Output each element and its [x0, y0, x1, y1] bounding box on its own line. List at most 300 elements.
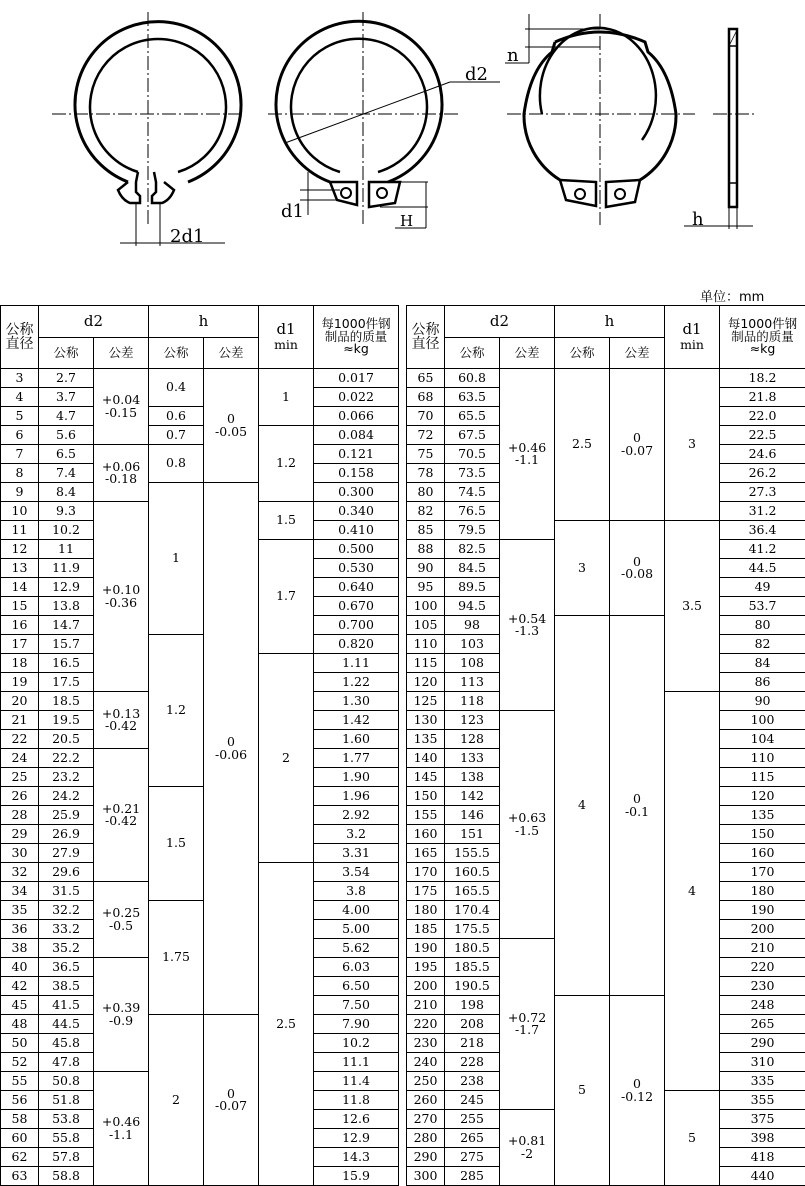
cell-mass: 3.8 — [314, 882, 399, 901]
cell-mass: 100 — [720, 711, 805, 730]
cell-nominal-diameter: 145 — [407, 768, 445, 787]
cell-d2-tolerance — [94, 958, 149, 1072]
cell-mass: 11.8 — [314, 1091, 399, 1110]
tolerance-lower: -0.36 — [104, 594, 138, 610]
cell-mass: 0.530 — [314, 559, 399, 578]
cell-nominal-diameter: 38 — [1, 939, 39, 958]
table-row — [1, 787, 399, 806]
cell-nominal-diameter: 70 — [407, 407, 445, 426]
cell-d2-nominal: 89.5 — [445, 578, 500, 597]
table-row — [407, 369, 805, 388]
cell-mass: 12.6 — [314, 1110, 399, 1129]
cell-d2-nominal: 13.8 — [39, 597, 94, 616]
table-row — [1, 369, 399, 388]
cell-nominal-diameter: 35 — [1, 901, 39, 920]
cell-d2-tolerance — [94, 502, 149, 692]
cell-nominal-diameter: 29 — [1, 825, 39, 844]
label-h: h — [692, 209, 704, 230]
label-d2: d2 — [465, 64, 488, 85]
spec-table-left — [0, 305, 399, 1186]
cell-nominal-diameter: 250 — [407, 1072, 445, 1091]
cell-nominal-diameter: 18 — [1, 654, 39, 673]
cell-nominal-diameter: 36 — [1, 920, 39, 939]
cell-d2-nominal: 22.2 — [39, 749, 94, 768]
cell-nominal-diameter: 14 — [1, 578, 39, 597]
cell-d2-nominal: 27.9 — [39, 844, 94, 863]
cell-mass: 0.640 — [314, 578, 399, 597]
cell-h-nominal: 1.75 — [149, 901, 204, 1015]
cell-mass: 0.121 — [314, 445, 399, 464]
cell-d2-tolerance — [500, 540, 555, 711]
cell-mass: 0.300 — [314, 483, 399, 502]
cell-nominal-diameter: 120 — [407, 673, 445, 692]
label-H: H — [400, 212, 414, 230]
tolerance-upper: +0.39 — [101, 1000, 141, 1015]
cell-mass: 15.9 — [314, 1167, 399, 1186]
cell-mass: 5.00 — [314, 920, 399, 939]
cell-mass: 4.00 — [314, 901, 399, 920]
cell-d1-min: 4 — [665, 692, 720, 1091]
cell-d2-nominal: 238 — [445, 1072, 500, 1091]
cell-mass: 265 — [720, 1015, 805, 1034]
cell-mass: 12.9 — [314, 1129, 399, 1148]
tolerance-upper: +0.81 — [507, 1133, 547, 1148]
cell-nominal-diameter: 130 — [407, 711, 445, 730]
cell-d2-nominal: 63.5 — [445, 388, 500, 407]
cell-d2-nominal: 175.5 — [445, 920, 500, 939]
table-row — [1, 635, 399, 654]
header-nominal-diameter: 公称 直径 — [1, 306, 39, 369]
cell-nominal-diameter: 16 — [1, 616, 39, 635]
cell-mass: 1.42 — [314, 711, 399, 730]
tolerance-lower: -0.06 — [214, 746, 248, 762]
cell-nominal-diameter: 30 — [1, 844, 39, 863]
cell-h-tolerance — [204, 483, 259, 1015]
cell-mass: 150 — [720, 825, 805, 844]
cell-d2-nominal: 160.5 — [445, 863, 500, 882]
cell-mass: 41.2 — [720, 540, 805, 559]
cell-d1-min: 1.7 — [259, 540, 314, 654]
cell-mass: 49 — [720, 578, 805, 597]
cell-nominal-diameter: 32 — [1, 863, 39, 882]
label-2d1: 2d1 — [170, 226, 205, 247]
cell-mass: 0.017 — [314, 369, 399, 388]
cell-nominal-diameter: 260 — [407, 1091, 445, 1110]
cell-d2-nominal: 41.5 — [39, 996, 94, 1015]
cell-d2-nominal: 2.7 — [39, 369, 94, 388]
cell-mass: 10.2 — [314, 1034, 399, 1053]
cell-nominal-diameter: 95 — [407, 578, 445, 597]
header-nominal-diameter: 公称 直径 — [407, 306, 445, 369]
tolerance-lower: -1.5 — [514, 822, 540, 838]
cell-d2-nominal: 11 — [39, 540, 94, 559]
cell-mass: 86 — [720, 673, 805, 692]
cell-mass: 335 — [720, 1072, 805, 1091]
cell-h-tolerance — [610, 616, 665, 996]
tolerance-lower: -2 — [520, 1145, 534, 1161]
cell-d2-tolerance — [94, 369, 149, 445]
tolerance-upper: +0.54 — [507, 610, 547, 626]
cell-mass: 22.5 — [720, 426, 805, 445]
cell-nominal-diameter: 17 — [1, 635, 39, 654]
cell-nominal-diameter: 80 — [407, 483, 445, 502]
cell-d1-min: 2 — [259, 654, 314, 863]
cell-mass: 84 — [720, 654, 805, 673]
cell-nominal-diameter: 155 — [407, 806, 445, 825]
cell-d2-nominal: 113 — [445, 673, 500, 692]
cell-d2-nominal: 190.5 — [445, 977, 500, 996]
tolerance-upper: +0.25 — [101, 905, 141, 920]
tolerance-upper: +0.10 — [101, 582, 141, 597]
cell-nominal-diameter: 45 — [1, 996, 39, 1015]
cell-mass: 220 — [720, 958, 805, 977]
tolerance-lower: -1.7 — [514, 1022, 540, 1037]
cell-mass: 1.22 — [314, 673, 399, 692]
cell-d2-tolerance — [500, 711, 555, 939]
cell-d2-nominal: 44.5 — [39, 1015, 94, 1034]
cell-d2-nominal: 24.2 — [39, 787, 94, 806]
cell-d2-nominal: 11.9 — [39, 559, 94, 578]
spec-table-right — [406, 305, 805, 1186]
cell-nominal-diameter: 78 — [407, 464, 445, 483]
tolerance-upper: 0 — [227, 411, 235, 426]
header-h-nominal: 公称 — [555, 338, 610, 369]
cell-nominal-diameter: 175 — [407, 882, 445, 901]
cell-mass: 14.3 — [314, 1148, 399, 1167]
header-d2-nominal: 公称 — [39, 338, 94, 369]
tolerance-upper: +0.21 — [101, 800, 141, 816]
cell-mass: 0.500 — [314, 540, 399, 559]
tolerance-upper: 0 — [633, 430, 641, 445]
table-row — [1, 1015, 399, 1034]
cell-mass: 11.1 — [314, 1053, 399, 1072]
cell-nominal-diameter: 25 — [1, 768, 39, 787]
header-d2-tolerance: 公差 — [500, 338, 555, 369]
cell-nominal-diameter: 105 — [407, 616, 445, 635]
cell-d2-nominal: 33.2 — [39, 920, 94, 939]
cell-d1-min: 5 — [665, 1091, 720, 1186]
cell-d2-nominal: 45.8 — [39, 1034, 94, 1053]
cell-d2-nominal: 133 — [445, 749, 500, 768]
cell-h-nominal: 0.7 — [149, 426, 204, 445]
header-h: h — [555, 306, 665, 338]
header-mass: 每1000件钢 制品的质量 ≈kg — [720, 306, 805, 369]
cell-d2-nominal: 36.5 — [39, 958, 94, 977]
cell-nominal-diameter: 210 — [407, 996, 445, 1015]
cell-nominal-diameter: 125 — [407, 692, 445, 711]
cell-nominal-diameter: 195 — [407, 958, 445, 977]
cell-nominal-diameter: 62 — [1, 1148, 39, 1167]
cell-mass: 290 — [720, 1034, 805, 1053]
tolerance-upper: 0 — [633, 553, 641, 569]
cell-mass: 1.96 — [314, 787, 399, 806]
table-row — [407, 521, 805, 540]
cell-d2-nominal: 3.7 — [39, 388, 94, 407]
cell-nominal-diameter: 15 — [1, 597, 39, 616]
cell-mass: 0.700 — [314, 616, 399, 635]
cell-nominal-diameter: 115 — [407, 654, 445, 673]
cell-nominal-diameter: 11 — [1, 521, 39, 540]
cell-d2-nominal: 23.2 — [39, 768, 94, 787]
tolerance-upper: +0.72 — [507, 1009, 547, 1025]
table-body — [1, 369, 399, 1186]
tolerance-upper: 0 — [227, 734, 235, 749]
table-row — [1, 901, 399, 920]
cell-mass: 27.3 — [720, 483, 805, 502]
cell-h-nominal: 1.2 — [149, 635, 204, 787]
cell-d2-nominal: 79.5 — [445, 521, 500, 540]
cell-nominal-diameter: 40 — [1, 958, 39, 977]
cell-d2-nominal: 155.5 — [445, 844, 500, 863]
cell-d2-nominal: 31.5 — [39, 882, 94, 901]
cell-mass: 3.2 — [314, 825, 399, 844]
cell-mass: 200 — [720, 920, 805, 939]
tolerance-upper: 0 — [227, 1085, 235, 1101]
cell-d2-tolerance — [94, 692, 149, 749]
cell-mass: 0.066 — [314, 407, 399, 426]
cell-h-nominal: 2.5 — [555, 369, 610, 521]
cell-mass: 160 — [720, 844, 805, 863]
tolerance-lower: -0.08 — [620, 566, 654, 581]
cell-d2-nominal: 103 — [445, 635, 500, 654]
cell-d2-nominal: 218 — [445, 1034, 500, 1053]
cell-d2-nominal: 12.9 — [39, 578, 94, 597]
cell-nominal-diameter: 58 — [1, 1110, 39, 1129]
cell-mass: 0.022 — [314, 388, 399, 407]
cell-d2-nominal: 15.7 — [39, 635, 94, 654]
cell-nominal-diameter: 10 — [1, 502, 39, 521]
tolerance-upper: 0 — [633, 1076, 641, 1091]
cell-nominal-diameter: 270 — [407, 1110, 445, 1129]
cell-nominal-diameter: 12 — [1, 540, 39, 559]
tolerance-upper: +0.06 — [101, 458, 141, 474]
cell-mass: 0.158 — [314, 464, 399, 483]
cell-d2-nominal: 245 — [445, 1091, 500, 1110]
cell-nominal-diameter: 60 — [1, 1129, 39, 1148]
cell-mass: 90 — [720, 692, 805, 711]
cell-h-tolerance — [610, 521, 665, 616]
label-n: n — [507, 45, 519, 66]
cell-mass: 115 — [720, 768, 805, 787]
tolerance-upper: +0.63 — [507, 810, 547, 825]
cell-d2-nominal: 9.3 — [39, 502, 94, 521]
cell-d1-min: 1.2 — [259, 426, 314, 502]
cell-d2-nominal: 65.5 — [445, 407, 500, 426]
cell-d1-min: 3.5 — [665, 521, 720, 692]
cell-d2-nominal: 84.5 — [445, 559, 500, 578]
cell-nominal-diameter: 48 — [1, 1015, 39, 1034]
cell-d2-nominal: 228 — [445, 1053, 500, 1072]
cell-d2-tolerance — [500, 1110, 555, 1186]
cell-nominal-diameter: 160 — [407, 825, 445, 844]
cell-nominal-diameter: 72 — [407, 426, 445, 445]
cell-nominal-diameter: 24 — [1, 749, 39, 768]
tolerance-lower: -1.1 — [108, 1126, 134, 1142]
tolerance-lower: -1.1 — [514, 452, 540, 467]
header-h: h — [149, 306, 259, 338]
cell-mass: 1.90 — [314, 768, 399, 787]
cell-nominal-diameter: 8 — [1, 464, 39, 483]
cell-d2-nominal: 170.4 — [445, 901, 500, 920]
cell-d2-tolerance — [94, 1072, 149, 1186]
header-h-tolerance: 公差 — [204, 338, 259, 369]
cell-d2-nominal: 4.7 — [39, 407, 94, 426]
table-body — [407, 369, 805, 1186]
header-h-nominal: 公称 — [149, 338, 204, 369]
cell-nominal-diameter: 9 — [1, 483, 39, 502]
cell-d2-nominal: 47.8 — [39, 1053, 94, 1072]
cell-mass: 110 — [720, 749, 805, 768]
cell-d2-nominal: 60.8 — [445, 369, 500, 388]
cell-d2-nominal: 74.5 — [445, 483, 500, 502]
cell-d2-nominal: 138 — [445, 768, 500, 787]
cell-d2-nominal: 146 — [445, 806, 500, 825]
cell-d2-nominal: 108 — [445, 654, 500, 673]
retaining-ring-drawing — [0, 0, 805, 270]
cell-nominal-diameter: 85 — [407, 521, 445, 540]
cell-mass: 80 — [720, 616, 805, 635]
cell-h-tolerance — [204, 369, 259, 483]
header-d2-tolerance: 公差 — [94, 338, 149, 369]
cell-nominal-diameter: 55 — [1, 1072, 39, 1091]
header-d2: d2 — [445, 306, 555, 338]
cell-nominal-diameter: 3 — [1, 369, 39, 388]
header-d1: d1 min — [665, 306, 720, 369]
cell-h-nominal: 5 — [555, 996, 610, 1186]
cell-h-nominal: 2 — [149, 1015, 204, 1186]
cell-d2-nominal: 198 — [445, 996, 500, 1015]
tolerance-lower: -0.07 — [620, 442, 654, 458]
table-row — [1, 426, 399, 445]
cell-nominal-diameter: 34 — [1, 882, 39, 901]
cell-mass: 7.90 — [314, 1015, 399, 1034]
cell-nominal-diameter: 110 — [407, 635, 445, 654]
cell-d2-nominal: 17.5 — [39, 673, 94, 692]
cell-nominal-diameter: 19 — [1, 673, 39, 692]
cell-h-nominal: 3 — [555, 521, 610, 616]
cell-d2-nominal: 70.5 — [445, 445, 500, 464]
table-row — [407, 616, 805, 635]
cell-nominal-diameter: 220 — [407, 1015, 445, 1034]
cell-nominal-diameter: 88 — [407, 540, 445, 559]
cell-mass: 82 — [720, 635, 805, 654]
cell-nominal-diameter: 50 — [1, 1034, 39, 1053]
cell-mass: 1.30 — [314, 692, 399, 711]
cell-d2-nominal: 142 — [445, 787, 500, 806]
ring-view-front — [52, 12, 245, 246]
table-row — [1, 445, 399, 464]
cell-nominal-diameter: 52 — [1, 1053, 39, 1072]
cell-nominal-diameter: 20 — [1, 692, 39, 711]
cell-nominal-diameter: 170 — [407, 863, 445, 882]
cell-d2-nominal: 14.7 — [39, 616, 94, 635]
cell-nominal-diameter: 180 — [407, 901, 445, 920]
cell-mass: 104 — [720, 730, 805, 749]
cell-nominal-diameter: 63 — [1, 1167, 39, 1186]
cell-d2-nominal: 285 — [445, 1167, 500, 1186]
cell-nominal-diameter: 4 — [1, 388, 39, 407]
cell-mass: 21.8 — [720, 388, 805, 407]
cell-mass: 230 — [720, 977, 805, 996]
cell-d2-nominal: 10.2 — [39, 521, 94, 540]
label-d1: d1 — [281, 201, 304, 222]
cell-nominal-diameter: 42 — [1, 977, 39, 996]
cell-d2-nominal: 67.5 — [445, 426, 500, 445]
cell-d2-nominal: 8.4 — [39, 483, 94, 502]
cell-nominal-diameter: 90 — [407, 559, 445, 578]
cell-mass: 3.54 — [314, 863, 399, 882]
tolerance-upper: +0.46 — [101, 1114, 141, 1129]
cell-d2-nominal: 57.8 — [39, 1148, 94, 1167]
cell-nominal-diameter: 28 — [1, 806, 39, 825]
tolerance-upper: 0 — [633, 791, 641, 806]
ring-view-dimensions — [268, 12, 500, 228]
tolerance-upper: +0.46 — [507, 439, 547, 455]
cell-mass: 3.31 — [314, 844, 399, 863]
table-row — [407, 996, 805, 1015]
cell-d2-nominal: 265 — [445, 1129, 500, 1148]
cell-nominal-diameter: 65 — [407, 369, 445, 388]
ring-view-side — [684, 29, 755, 229]
tolerance-lower: -0.05 — [214, 423, 248, 439]
cell-d2-nominal: 50.8 — [39, 1072, 94, 1091]
cell-nominal-diameter: 135 — [407, 730, 445, 749]
cell-nominal-diameter: 75 — [407, 445, 445, 464]
tolerance-lower: -0.07 — [214, 1098, 248, 1113]
cell-mass: 310 — [720, 1053, 805, 1072]
cell-d2-nominal: 38.5 — [39, 977, 94, 996]
cell-mass: 6.50 — [314, 977, 399, 996]
cell-mass: 180 — [720, 882, 805, 901]
cell-mass: 375 — [720, 1110, 805, 1129]
cell-mass: 0.670 — [314, 597, 399, 616]
cell-nominal-diameter: 290 — [407, 1148, 445, 1167]
cell-nominal-diameter: 300 — [407, 1167, 445, 1186]
unit-label: 单位：mm — [700, 290, 765, 305]
cell-nominal-diameter: 200 — [407, 977, 445, 996]
cell-mass: 248 — [720, 996, 805, 1015]
cell-mass: 6.03 — [314, 958, 399, 977]
cell-mass: 170 — [720, 863, 805, 882]
cell-nominal-diameter: 6 — [1, 426, 39, 445]
cell-h-nominal: 1.5 — [149, 787, 204, 901]
cell-d2-nominal: 82.5 — [445, 540, 500, 559]
cell-d2-nominal: 6.5 — [39, 445, 94, 464]
cell-mass: 36.4 — [720, 521, 805, 540]
cell-mass: 355 — [720, 1091, 805, 1110]
tolerance-lower: -0.1 — [624, 803, 650, 819]
cell-h-tolerance — [204, 1015, 259, 1186]
cell-d2-nominal: 55.8 — [39, 1129, 94, 1148]
cell-mass: 418 — [720, 1148, 805, 1167]
cell-d2-nominal: 151 — [445, 825, 500, 844]
header-d1: d1 min — [259, 306, 314, 369]
cell-nominal-diameter: 230 — [407, 1034, 445, 1053]
cell-d2-nominal: 29.6 — [39, 863, 94, 882]
cell-mass: 7.50 — [314, 996, 399, 1015]
cell-d2-nominal: 255 — [445, 1110, 500, 1129]
tolerance-lower: -0.42 — [104, 813, 138, 828]
cell-mass: 0.340 — [314, 502, 399, 521]
header-mass: 每1000件钢 制品的质量 ≈kg — [314, 306, 399, 369]
cell-mass: 11.4 — [314, 1072, 399, 1091]
cell-d2-nominal: 35.2 — [39, 939, 94, 958]
cell-mass: 44.5 — [720, 559, 805, 578]
cell-nominal-diameter: 190 — [407, 939, 445, 958]
cell-mass: 1.11 — [314, 654, 399, 673]
cell-d2-tolerance — [94, 882, 149, 958]
cell-d2-nominal: 118 — [445, 692, 500, 711]
